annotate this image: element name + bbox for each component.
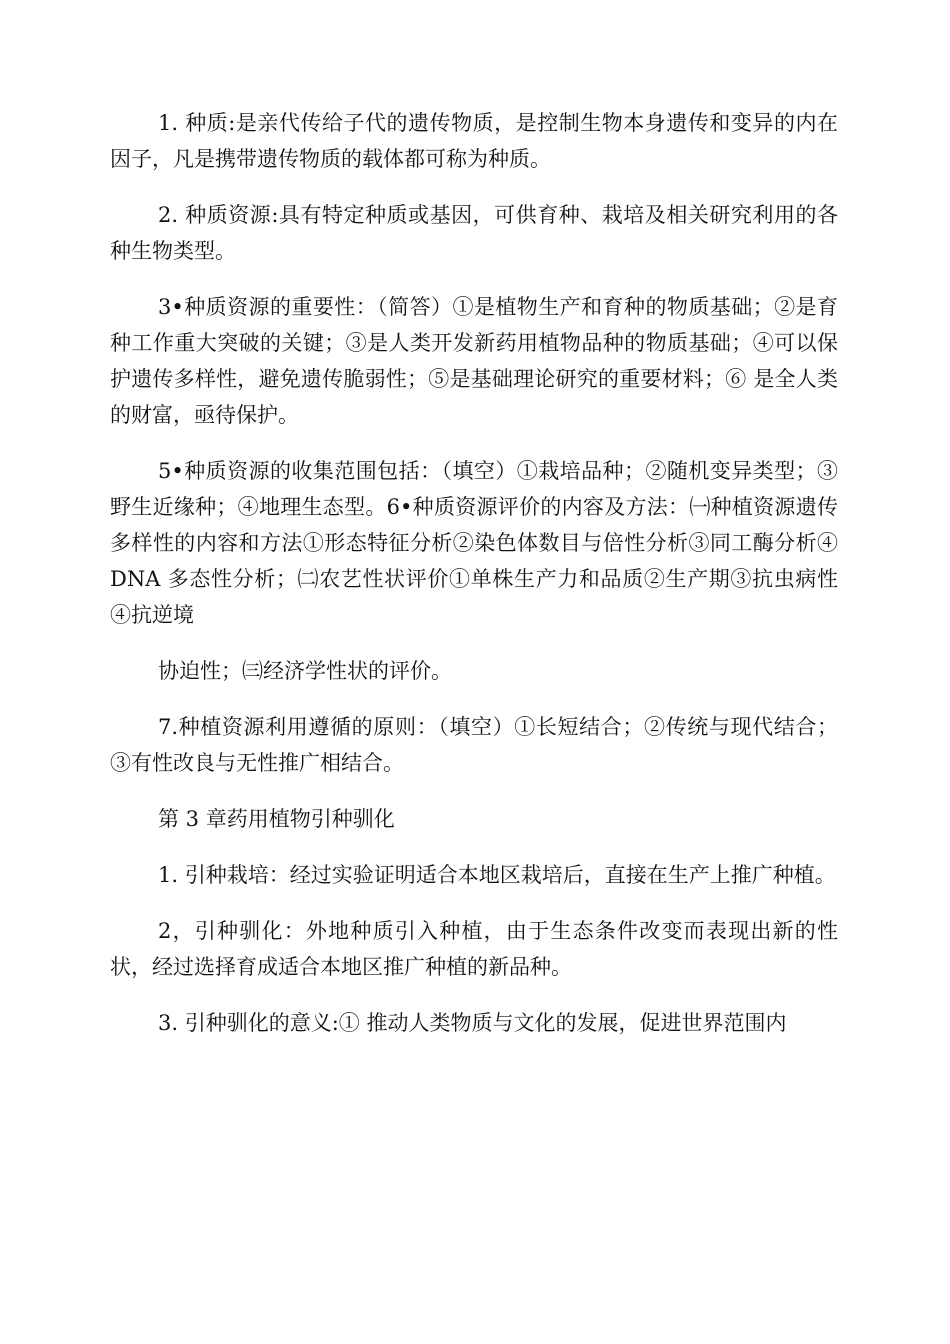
definition-introduction-cultivation: 1. 引种栽培：经过实验证明适合本地区栽培后，直接在生产上推广种植。 — [158, 863, 836, 887]
definition-germplasm-resources: 2. 种质资源:具有特定种质或基因，可供育种、栽培及相关研究利用的各种生物类型。 — [110, 203, 838, 263]
evaluation-continued: 协迫性；㈢经济学性状的评价。 — [158, 659, 452, 683]
chapter-heading: 第 3 章药用植物引种驯化 — [158, 807, 395, 831]
document-page — [110, 105, 838, 1061]
definition-introduction-domestication: 2，引种驯化：外地种质引入种植，由于生态条件改变而表现出新的性状，经过选择育成适合本地区推广种植的新品种。 — [110, 919, 838, 979]
importance-of-germplasm: 3•种质资源的重要性：（简答）①是植物生产和育种的物质基础；②是育种工作重大突破的关键；③是人类开发新药用植物品种的物质基础；④可以保护遗传多样性，避免遗传脆弱性；⑤是基础理论研究的重要材料；⑥ 是全人类的财富，亟待保护。 — [110, 295, 838, 427]
definition-germplasm: 1. 种质:是亲代传给子代的遗传物质，是控制生物本身遗传和变异的内在因子，凡是携带遗传物质的载体都可称为种质。 — [110, 111, 838, 171]
significance-of-domestication: 3. 引种驯化的意义:① 推动人类物质与文化的发展，促进世界范围内 — [158, 1011, 787, 1035]
utilization-principles: 7.种植资源利用遵循的原则：（填空）①长短结合；②传统与现代结合；③有性改良与无性推广相结合。 — [110, 715, 838, 775]
collection-and-evaluation: 5•种质资源的收集范围包括：（填空）①栽培品种；②随机变异类型；③ 野生近缘种；④地理生态型。6•种质资源评价的内容及方法：㈠种植资源遗传多样性的内容和方法①形态特征分析②染色体数目与倍性分析③同工酶分析④ DNA 多态性分析；㈡农艺性状评价①单株生产力和品质②生产期③抗虫病性④抗逆境 — [110, 459, 838, 627]
